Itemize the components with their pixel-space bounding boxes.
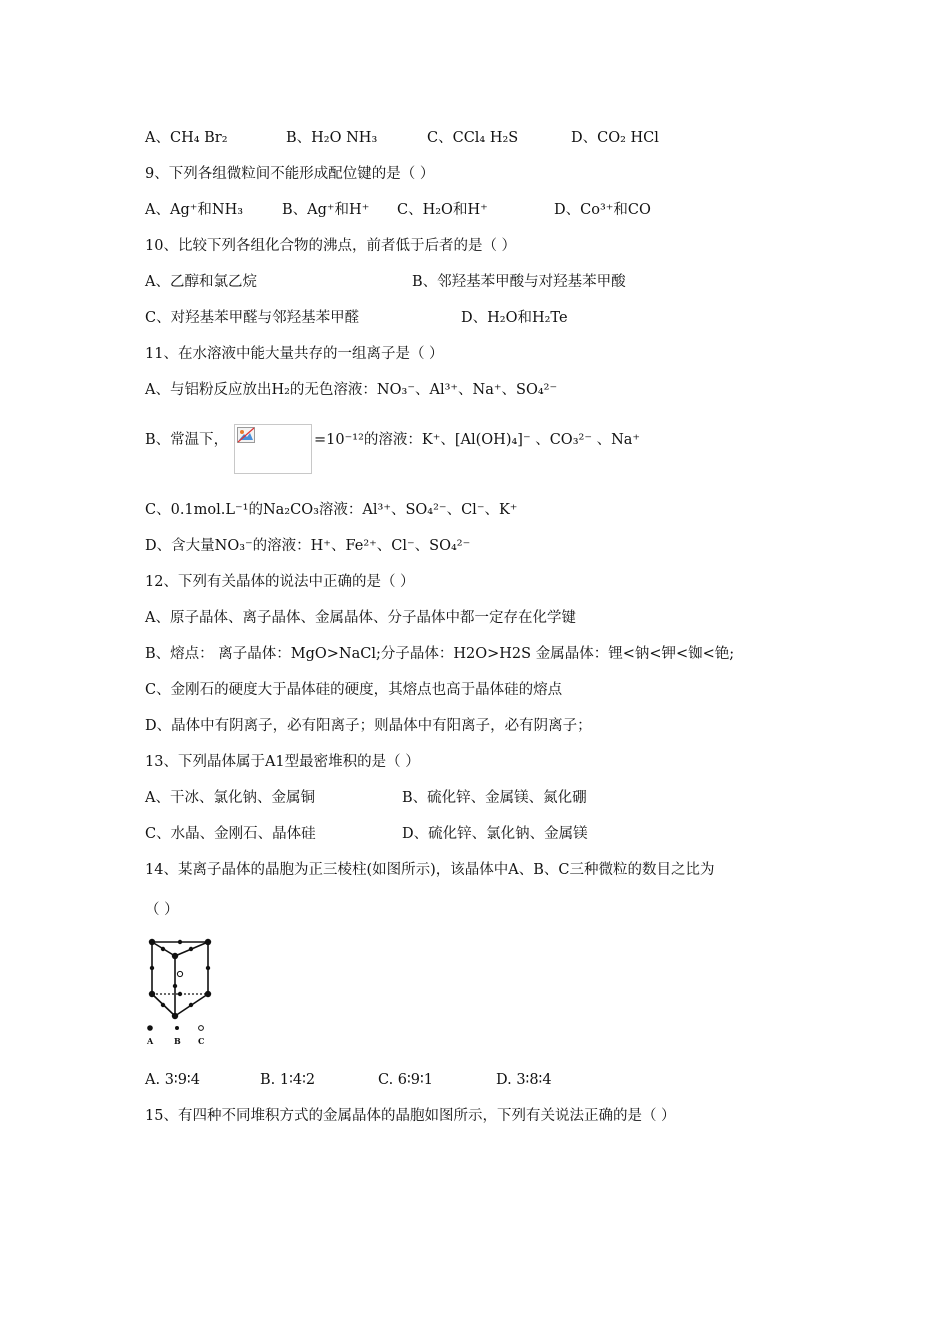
triangular-prism-unit-cell-diagram xyxy=(138,930,228,1050)
q8-option-c: C、CCl₄ H₂S xyxy=(427,130,519,146)
q12-option-b: B、熔点： 离子晶体：MgO>NaCl;分子晶体：H2O>H2S 金属晶体：锂<钠<钾<铷<铯; xyxy=(145,646,735,662)
q8-option-a: A、CH₄ Br₂ xyxy=(145,130,228,146)
q10-option-b: B、邻羟基苯甲酸与对羟基苯甲酸 xyxy=(412,274,626,290)
q9-option-a: A、Ag⁺和NH₃ xyxy=(145,202,244,218)
q13-option-c: C、水晶、金刚石、晶体硅 xyxy=(145,826,316,842)
q13-option-d: D、硫化锌、氯化钠、金属镁 xyxy=(402,826,588,842)
broken-image-placeholder xyxy=(234,424,312,474)
q8-option-b: B、H₂O NH₃ xyxy=(286,130,378,146)
legend-label-b: B xyxy=(174,1036,181,1046)
q10-option-d: D、H₂O和H₂Te xyxy=(461,310,568,326)
q10-option-c: C、对羟基苯甲醛与邻羟基苯甲醛 xyxy=(145,310,360,326)
q12-option-a: A、原子晶体、离子晶体、金属晶体、分子晶体中都一定存在化学键 xyxy=(145,610,576,626)
q11-stem: 11、在水溶液中能大量共存的一组离子是（ ） xyxy=(145,346,444,362)
legend-label-c: C xyxy=(198,1036,205,1046)
q14-answer-paren: （ ） xyxy=(145,902,179,918)
q9-option-b: B、Ag⁺和H⁺ xyxy=(282,202,370,218)
q12-option-c: C、金刚石的硬度大于晶体硅的硬度，其熔点也高于晶体硅的熔点 xyxy=(145,682,563,698)
q12-option-d: D、晶体中有阴离子，必有阳离子；则晶体中有阳离子，必有阴离子； xyxy=(145,718,592,734)
q8-option-d: D、CO₂ HCl xyxy=(571,130,659,146)
q14-option-b: B. 1∶4∶2 xyxy=(260,1072,316,1088)
q9-option-d: D、Co³⁺和CO xyxy=(554,202,651,218)
q9-option-c: C、H₂O和H⁺ xyxy=(397,202,488,218)
q14-option-a: A. 3∶9∶4 xyxy=(145,1072,200,1088)
q10-option-a: A、乙醇和氯乙烷 xyxy=(145,274,257,290)
q15-stem: 15、有四种不同堆积方式的金属晶体的晶胞如图所示，下列有关说法正确的是（ ） xyxy=(145,1108,676,1124)
q14-stem: 14、某离子晶体的晶胞为正三棱柱(如图所示)，该晶体中A、B、C三种微粒的数目之比为 xyxy=(145,862,715,878)
broken-image-icon xyxy=(237,427,255,443)
q14-option-d: D. 3∶8∶4 xyxy=(496,1072,552,1088)
q11-option-d: D、含大量NO₃⁻的溶液：H⁺、Fe²⁺、Cl⁻、SO₄²⁻ xyxy=(145,538,471,554)
q10-stem: 10、比较下列各组化合物的沸点，前者低于后者的是（ ） xyxy=(145,238,517,254)
q13-stem: 13、下列晶体属于A1型最密堆积的是（ ） xyxy=(145,754,420,770)
q14-option-c: C. 6∶9∶1 xyxy=(378,1072,434,1088)
q11-option-c: C、0.1mol.L⁻¹的Na₂CO₃溶液：Al³⁺、SO₄²⁻、Cl⁻、K⁺ xyxy=(145,502,518,518)
q12-stem: 12、下列有关晶体的说法中正确的是（ ） xyxy=(145,574,415,590)
q9-stem: 9、下列各组微粒间不能形成配位键的是（ ） xyxy=(145,166,435,182)
legend-label-a: A xyxy=(147,1036,154,1046)
q13-option-b: B、硫化锌、金属镁、氮化硼 xyxy=(402,790,587,806)
q11-option-b-suffix: =10⁻¹²的溶液：K⁺、[Al(OH)₄]⁻ 、CO₃²⁻ 、Na⁺ xyxy=(314,432,641,448)
q13-option-a: A、干冰、氯化钠、金属铜 xyxy=(145,790,315,806)
q11-option-b-prefix: B、常温下， xyxy=(145,432,229,448)
q11-option-a: A、与铝粉反应放出H₂的无色溶液：NO₃⁻、Al³⁺、Na⁺、SO₄²⁻ xyxy=(145,382,558,398)
